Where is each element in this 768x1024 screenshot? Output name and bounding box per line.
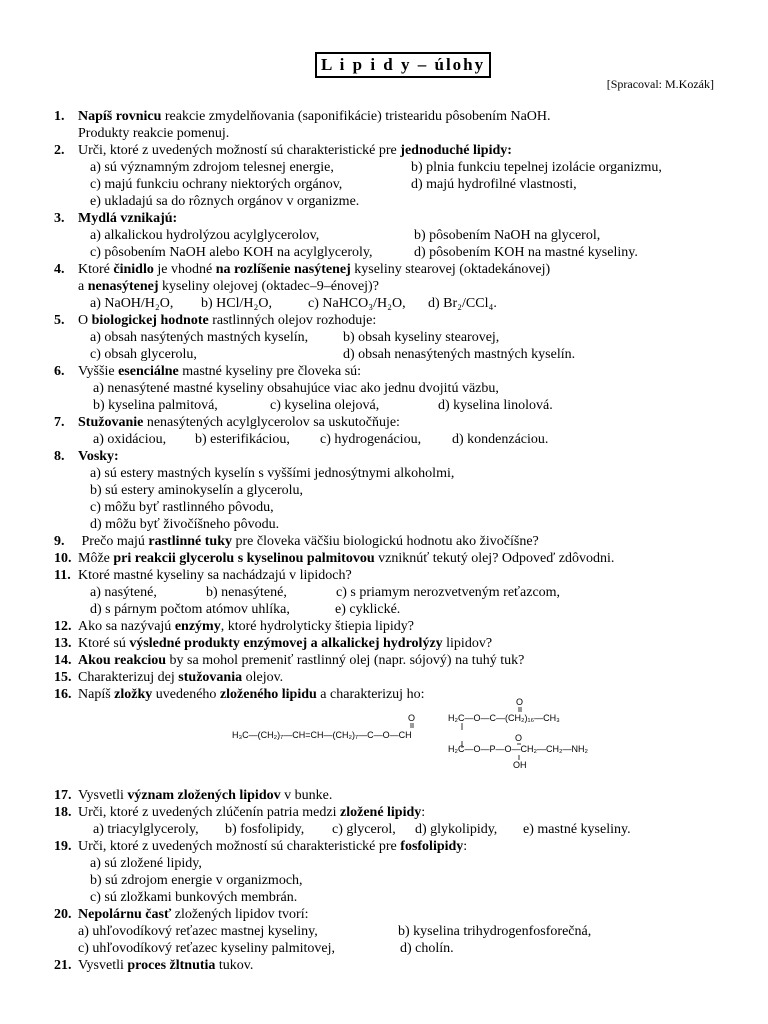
question-6: 6. Vyššie esenciálne mastné kyseliny pre človeka sú: — [54, 364, 362, 379]
question-4: 4. Ktoré činidlo je vhodné na rozlíšenie nasýtenej kyseliny stearovej (oktadekánovej) — [54, 262, 551, 277]
option-18c: c) glycerol, — [332, 822, 396, 837]
option-4b: b) HCl/H₂O, — [201, 296, 272, 311]
option-5d: d) obsah nenasýtených mastných kyselín. — [343, 347, 576, 362]
option-20d: d) cholín. — [400, 941, 454, 956]
option-6a: a) nenasýtené mastné kyseliny obsahujúce viac ako jednu dvojitú väzbu, — [93, 381, 499, 396]
option-2d: d) majú hydrofilné vlastnosti, — [411, 177, 577, 192]
option-6b: b) kyselina palmitová, — [93, 398, 218, 413]
option-8b: b) sú estery aminokyselín a glycerolu, — [90, 483, 304, 498]
option-2a: a) sú významným zdrojom telesnej energie, — [90, 160, 334, 175]
option-18b: b) fosfolipidy, — [225, 822, 305, 837]
question-9: 9. Prečo majú rastlinné tuky pre človeka väčšiu biologickú hodnotu ako živočíšne? — [54, 534, 539, 549]
option-6d: d) kyselina linolová. — [438, 398, 553, 413]
option-18e: e) mastné kyseliny. — [523, 822, 631, 837]
question-21: 21. Vysvetli proces žltnutia tukov. — [54, 958, 254, 973]
glycerol-top-chain: H₂C—O—C—(CH₂)₁₆—CH₃ — [448, 713, 560, 723]
option-20c: c) uhľovodíkový reťazec kyseliny palmitovej, — [78, 941, 335, 956]
phosphate-oxygen: O — [515, 733, 523, 743]
glycerol-bottom-chain: H₂C—O—P—O—CH₂—CH₂—NH₂ — [448, 744, 588, 754]
question-20: 20. Nepolárnu časť zložených lipidov tvorí: — [54, 907, 309, 922]
question-3: 3. Mydlá vznikajú: — [54, 211, 178, 226]
option-3d: d) pôsobením KOH na mastné kyseliny. — [414, 245, 638, 260]
question-5: 5. O biologickej hodnote rastlinných olejov rozhoduje: — [54, 313, 377, 328]
option-3b: b) pôsobením NaOH na glycerol, — [414, 228, 601, 243]
carbonyl-oxygen-top: O — [516, 698, 524, 707]
author-note: [Spracoval: M.Kozák] — [606, 77, 714, 91]
option-3a: a) alkalickou hydrolýzou acylglycerolov, — [90, 228, 320, 243]
question-15: 15. Charakterizuj dej stužovania olejov. — [54, 670, 284, 685]
phospholipid-structure — [232, 698, 652, 770]
option-11d: d) s párnym počtom atómov uhlíka, — [90, 602, 290, 617]
question-1-line2: Produkty reakcie pomenuj. — [78, 126, 230, 141]
question-10: 10. Môže pri reakcii glycerolu s kyselinou palmitovou vzniknúť tekutý olej? Odpoveď zdôvodni. — [54, 551, 615, 566]
option-7b: b) esterifikáciou, — [195, 432, 290, 447]
carbonyl-oxygen-main: O — [408, 713, 416, 723]
oleic-chain: H₃C—(CH₂)₇—CH=CH—(CH₂)₇—C—O—CH — [232, 730, 412, 740]
question-16: 16. Napíš zložky uvedeného zloženého lipidu a charakterizuj ho: — [54, 687, 425, 702]
option-8a: a) sú estery mastných kyselín s vyššími jednosýtnymi alkoholmi, — [90, 466, 455, 481]
option-4a: a) NaOH/H₂O, — [90, 296, 174, 311]
question-17: 17. Vysvetli význam zložených lipidov v bunke. — [54, 788, 333, 803]
question-1: 1. Napíš rovnicu reakcie zmydelňovania (saponifikácie) tristearidu pôsobením NaOH. — [54, 109, 551, 124]
option-7a: a) oxidáciou, — [93, 432, 167, 447]
question-8: 8. Vosky: — [54, 449, 119, 464]
option-2c: c) majú funkciu ochrany niektorých orgánov, — [90, 177, 343, 192]
phosphate-hydroxyl: OH — [513, 760, 527, 770]
option-8c: c) môžu byť rastlinného pôvodu, — [90, 500, 274, 515]
option-20a: a) uhľovodíkový reťazec mastnej kyseliny, — [78, 924, 318, 939]
page-title: L i p i d y – úlohy — [315, 52, 491, 78]
option-2b: b) plnia funkciu tepelnej izolácie organizmu, — [411, 160, 662, 175]
question-2: 2. Urči, ktoré z uvedených možností sú charakteristické pre jednoduché lipidy: — [54, 143, 512, 158]
question-19: 19. Urči, ktoré z uvedených možností sú charakteristické pre fosfolipidy: — [54, 839, 468, 854]
option-11c: c) s priamym nerozvetveným reťazcom, — [336, 585, 561, 600]
question-4-line2: a nenasýtenej kyseliny olejovej (oktadec–9–énovej)? — [78, 279, 379, 294]
option-7c: c) hydrogenáciou, — [320, 432, 422, 447]
question-12: 12. Ako sa nazývajú enzýmy, ktoré hydrolyticky štiepia lipidy? — [54, 619, 414, 634]
option-7d: d) kondenzáciou. — [452, 432, 549, 447]
question-14: 14. Akou reakciou by sa mohol premeniť rastlinný olej (napr. sójový) na tuhý tuk? — [54, 653, 525, 668]
question-18: 18. Urči, ktoré z uvedených zlúčenín patria medzi zložené lipidy: — [54, 805, 426, 820]
option-3c: c) pôsobením NaOH alebo KOH na acylglyceroly, — [90, 245, 373, 260]
option-4d: d) Br₂/CCl₄. — [428, 296, 497, 311]
question-13: 13. Ktoré sú výsledné produkty enzýmovej a alkalickej hydrolýzy lipidov? — [54, 636, 493, 651]
option-5a: a) obsah nasýtených mastných kyselín, — [90, 330, 309, 345]
option-11e: e) cyklické. — [335, 602, 401, 617]
option-2e: e) ukladajú sa do rôznych orgánov v organizme. — [90, 194, 360, 209]
question-11: 11. Ktoré mastné kyseliny sa nachádzajú v lipidoch? — [54, 568, 352, 583]
option-18d: d) glykolipidy, — [415, 822, 498, 837]
option-18a: a) triacylglyceroly, — [93, 822, 199, 837]
option-8d: d) môžu byť živočíšneho pôvodu. — [90, 517, 280, 532]
option-20b: b) kyselina trihydrogenfosforečná, — [398, 924, 592, 939]
option-5c: c) obsah glycerolu, — [90, 347, 197, 362]
question-7: 7. Stužovanie nenasýtených acylglycerolov sa uskutočňuje: — [54, 415, 400, 430]
option-19c: c) sú zložkami bunkových membrán. — [90, 890, 298, 905]
option-11a: a) nasýtené, — [90, 585, 157, 600]
option-11b: b) nenasýtené, — [206, 585, 287, 600]
option-4c: c) NaHCO₃/H₂O, — [308, 296, 406, 311]
option-19a: a) sú zložené lipidy, — [90, 856, 202, 871]
option-5b: b) obsah kyseliny stearovej, — [343, 330, 500, 345]
option-19b: b) sú zdrojom energie v organizmoch, — [90, 873, 303, 888]
option-6c: c) kyselina olejová, — [270, 398, 380, 413]
